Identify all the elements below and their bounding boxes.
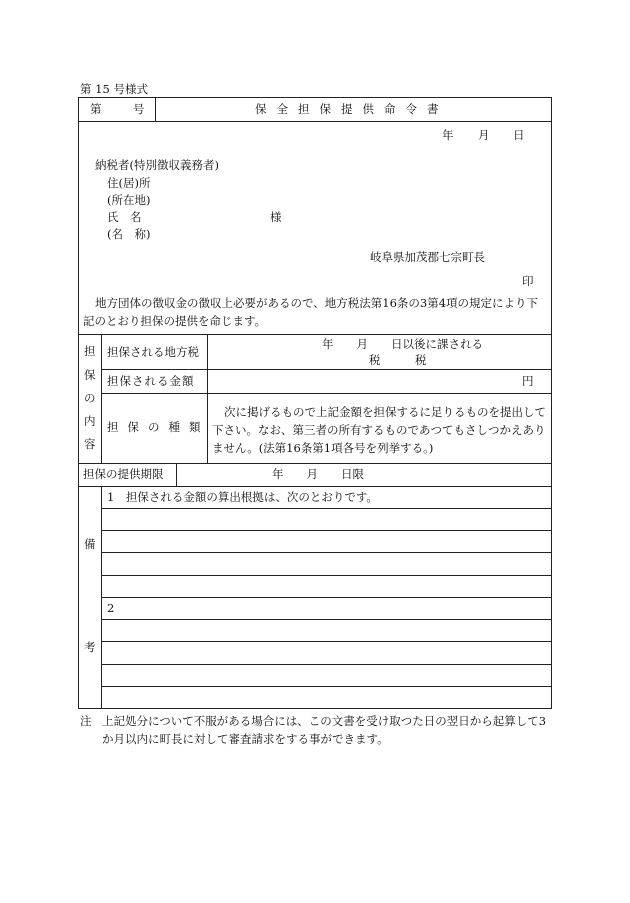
side-label-1: 担 (84, 344, 96, 358)
date-day: 日 (513, 128, 525, 142)
remarks-label-top: 備 (84, 537, 96, 551)
side-label-3: の (84, 391, 96, 405)
note-marker: 注 (80, 714, 92, 728)
number-suffix: 号 (133, 102, 145, 116)
type-text: 次に掲げるもので上記金額を担保するに足りるものを提出して下さい。なお、第三者の所有するものであつてもさしつかえありません。(法第16条第1項各号を列挙する。) (212, 405, 546, 455)
date-year: 年 (442, 128, 454, 142)
form-number: 第 15 号様式 (80, 82, 148, 96)
document-title: 保全担保提供命令書 (255, 102, 449, 116)
issuer-name: 岐阜県加茂郡七宗町長 (370, 250, 485, 264)
body-text: 地方団体の徴収金の徴収上必要があるので、地方税法第16条の3第4項の規定により下記のとおり担保の提供を命じます。 (83, 296, 539, 328)
date-month: 月 (478, 128, 490, 142)
taxpayer-label: 納税者(特別徴収義務者) (95, 158, 219, 172)
taxpayer-name-alt-label: (名 称) (107, 227, 151, 241)
tax-label: 担保される地方税 (107, 345, 199, 359)
seal-mark: 印 (522, 274, 534, 288)
taxpayer-name-label: 氏 名 (107, 210, 142, 224)
honorific: 様 (270, 210, 282, 224)
deadline-label: 担保の提供期限 (83, 467, 164, 481)
tax-line-2: 税 税 (369, 353, 427, 367)
amount-label: 担保される金額 (107, 374, 195, 388)
type-label: 担保の種類 (107, 420, 210, 434)
deadline-value: 年 月 日限 (272, 467, 364, 481)
side-label-5: 容 (84, 437, 96, 451)
number-label: 第 (90, 102, 102, 116)
remarks-label-bottom: 考 (84, 640, 96, 654)
side-label-4: 内 (84, 414, 96, 428)
amount-unit: 円 (522, 374, 534, 388)
taxpayer-address-label: 住(居)所 (107, 176, 151, 190)
note-text: 上記処分について不服がある場合には、この文書を受け取つた日の翌日から起算して3か月以内に町長に対して審査請求をする事ができます。 (102, 714, 547, 746)
remarks-item-2: 2 (107, 601, 115, 615)
remarks-item-1: 1 担保される金額の算出根拠は、次のとおりです。 (107, 490, 378, 504)
tax-line-1: 年 月 日以後に課される (322, 337, 483, 351)
taxpayer-address-alt-label: (所在地) (107, 193, 151, 207)
side-label-2: 保 (84, 368, 96, 382)
